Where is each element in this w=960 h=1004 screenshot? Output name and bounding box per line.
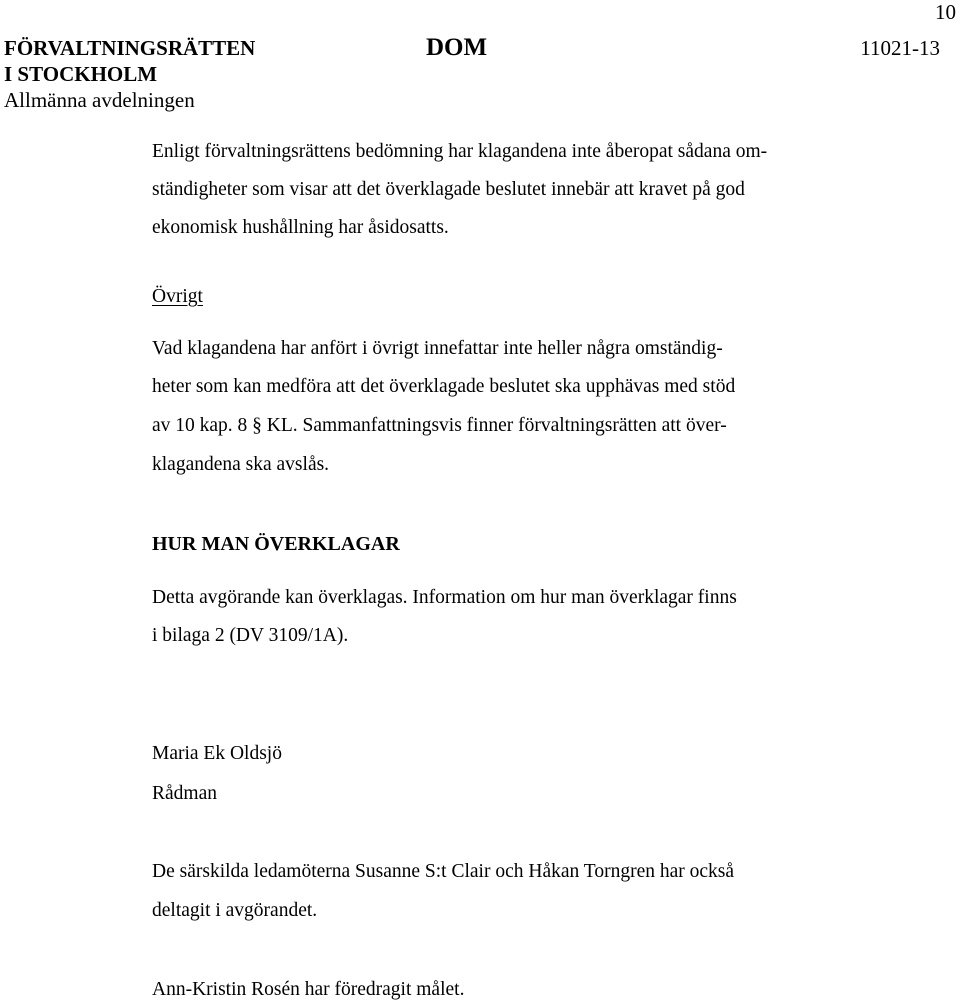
signer-title: Rådman bbox=[152, 783, 217, 804]
paragraph-line: av 10 kap. 8 § KL. Sammanfattningsvis finner förvaltningsrätten att över- bbox=[152, 415, 727, 436]
paragraph-line: klagandena ska avslås. bbox=[152, 454, 330, 475]
document-type: DOM bbox=[426, 34, 488, 61]
paragraph-line: heter som kan medföra att det överklagade beslutet ska upphävas med stöd bbox=[152, 376, 736, 397]
paragraph-line: Vad klagandena har anfört i övrigt innefattar inte heller några omständig- bbox=[152, 338, 723, 359]
section-heading-appeal: HUR MAN ÖVERKLAGAR bbox=[152, 533, 400, 555]
page-number: 10 bbox=[935, 0, 956, 24]
paragraph-line: Detta avgörande kan överklagas. Information om hur man överklagar finns bbox=[152, 587, 737, 608]
paragraph-line: De särskilda ledamöterna Susanne S:t Clair och Håkan Torngren har också bbox=[152, 861, 735, 882]
case-number: 11021-13 bbox=[860, 36, 940, 60]
paragraph-line: ekonomisk hushållning har åsidosatts. bbox=[152, 217, 449, 238]
paragraph-line: ständigheter som visar att det överklagade beslutet innebär att kravet på god bbox=[152, 179, 745, 200]
paragraph-line: Enligt förvaltningsrättens bedömning har klagandena inte åberopat sådana om- bbox=[152, 141, 768, 162]
paragraph-line: i bilaga 2 (DV 3109/1A). bbox=[152, 625, 349, 646]
court-name-line2: I STOCKHOLM bbox=[4, 62, 158, 86]
presenter-line: Ann-Kristin Rosén har föredragit målet. bbox=[152, 979, 465, 1000]
department: Allmänna avdelningen bbox=[4, 88, 195, 112]
signer-name: Maria Ek Oldsjö bbox=[152, 743, 282, 764]
court-name-line1: FÖRVALTNINGSRÄTTEN bbox=[4, 36, 256, 60]
section-heading-ovrigt: Övrigt bbox=[152, 286, 203, 307]
paragraph-line: deltagit i avgörandet. bbox=[152, 900, 318, 921]
